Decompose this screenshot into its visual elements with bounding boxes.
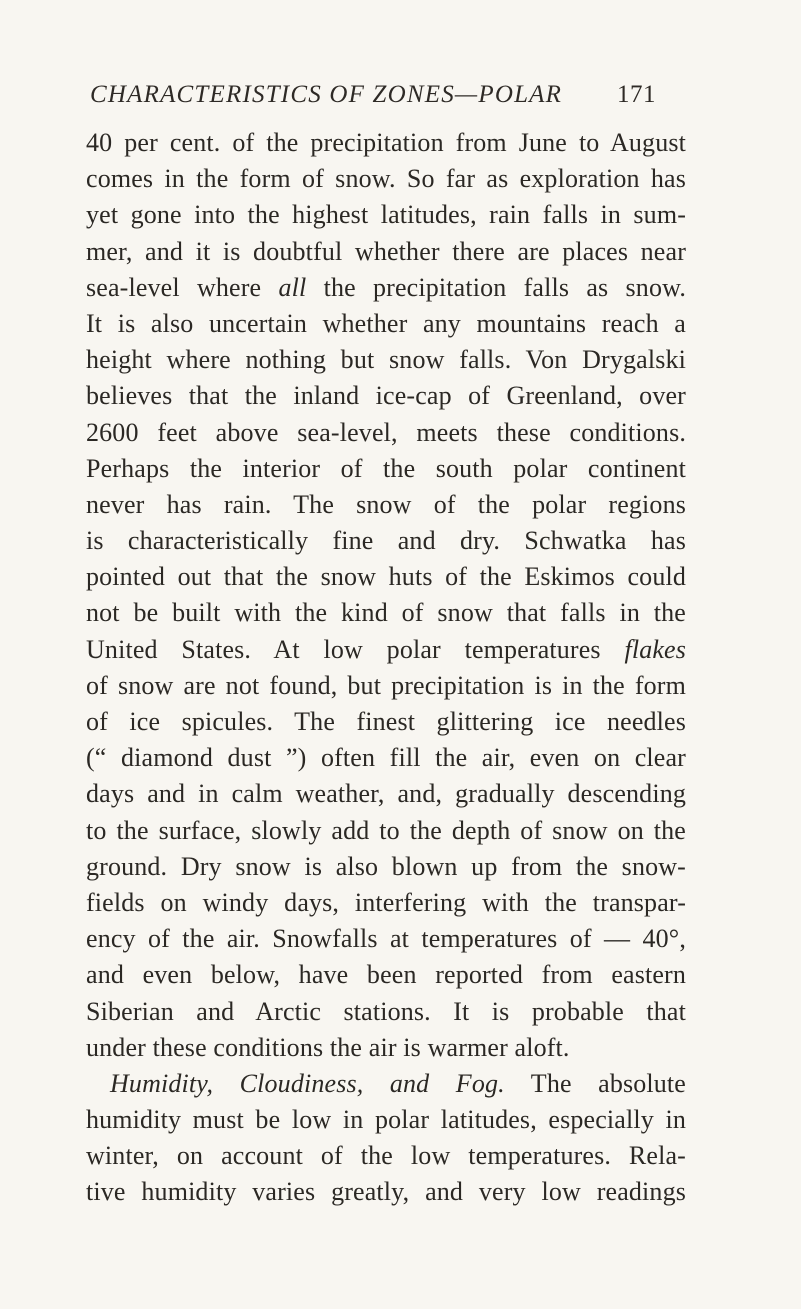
italic-emphasis: flakes (624, 634, 686, 664)
text-line: height where nothing but snow falls. Von Drygalski (86, 345, 686, 375)
text-line: not be built with the kind of snow that falls in the (86, 598, 686, 628)
text-line: Perhaps the interior of the south polar continent (86, 453, 686, 483)
running-head (86, 78, 656, 112)
text-line: (“ diamond dust ”) often fill the air, even on clear (86, 743, 686, 773)
text-line: is characteristically fine and dry. Schwatka has (86, 526, 686, 556)
text-line: humidity must be low in polar latitudes, especially in (86, 1105, 686, 1135)
text-line: mer, and it is doubtful whether there are places near (86, 236, 686, 266)
body-text (86, 125, 686, 1211)
text-line: comes in the form of snow. So far as exploration has (86, 164, 686, 194)
text-line: under these conditions the air is warmer aloft. (86, 1032, 570, 1062)
text-line: It is also uncertain whether any mountains reach a (86, 308, 686, 338)
section-heading-line: Humidity, Cloudiness, and Fog. The absolute (110, 1068, 686, 1098)
text-line: 40 per cent. of the precipitation from June to August (86, 128, 686, 157)
text-line: of ice spicules. The finest glittering ice needles (86, 707, 686, 736)
italic-emphasis: all (278, 272, 307, 302)
text-line: yet gone into the highest latitudes, rain falls in sum- (86, 200, 686, 230)
text-line: fields on windy days, interfering with the transpar- (86, 887, 686, 917)
running-head-title: CHARACTERISTICS OF ZONES—POLAR (90, 81, 563, 108)
text-line: to the surface, slowly add to the depth of snow on the (86, 815, 686, 845)
text-line: 2600 feet above sea-level, meets these conditions. (86, 417, 686, 447)
text-line: believes that the inland ice-cap of Greenland, over (86, 381, 686, 411)
text-line: never has rain. The snow of the polar regions (86, 489, 686, 519)
text-line: United States. At low polar temperatures flakes (86, 634, 686, 664)
text-line: pointed out that the snow huts of the Eskimos could (86, 562, 686, 592)
text-line: days and in calm weather, and, gradually descending (86, 779, 686, 809)
section-heading: Humidity, Cloudiness, and Fog. (110, 1068, 505, 1098)
text-line: of snow are not found, but precipitation is in the form (86, 670, 686, 700)
text-line: ground. Dry snow is also blown up from the snow- (86, 851, 686, 881)
text-line: ency of the air. Snowfalls at temperatures of — 40°, (86, 924, 686, 954)
page-number: 171 (617, 81, 656, 108)
text-line: tive humidity varies greatly, and very low readings (86, 1177, 686, 1207)
text-line: and even below, have been reported from eastern (86, 960, 686, 990)
text-line: sea-level where all the precipitation falls as snow. (86, 272, 686, 302)
text-line: winter, on account of the low temperatures. Rela- (86, 1141, 686, 1171)
text-line: Siberian and Arctic stations. It is probable that (86, 996, 686, 1026)
